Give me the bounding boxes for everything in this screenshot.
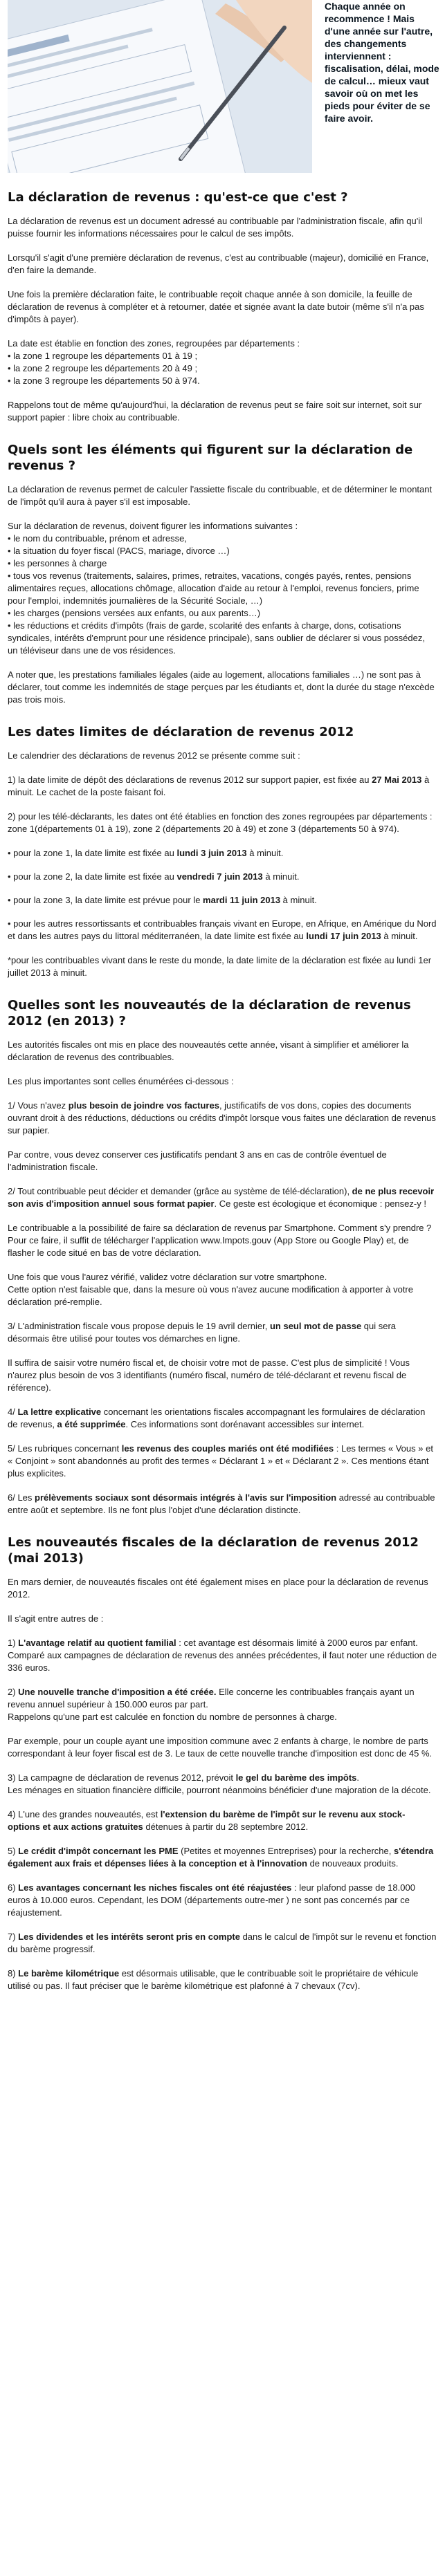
paragraph: Cette option n'est faisable que, dans la mesure où vous n'avez aucune modification à apporter à votre déclaration pré-remplie. xyxy=(8,1284,413,1307)
section-title: Quelles sont les nouveautés de la déclaration de revenus 2012 (en 2013) ? xyxy=(8,998,411,1028)
paragraph: Sur la déclaration de revenus, doivent figurer les informations suivantes : xyxy=(8,521,298,531)
section-deadlines xyxy=(8,724,437,979)
list-item: • les personnes à charge xyxy=(8,558,107,568)
section-novelties-2013 xyxy=(8,997,437,1517)
paragraph: La déclaration de revenus est un document adressé au contribuable par l'administration fiscale, afin qu'il puisse fournir les informations nécessaires pour le calcul de ses impôts. xyxy=(8,216,422,239)
paragraph: 3/ L'administration fiscale vous propose depuis le 19 avril dernier, un seul mot de passe qui sera désormais être utilisé pour toutes vos démarches en ligne. xyxy=(8,1321,397,1344)
list-item: • la situation du foyer fiscal (PACS, mariage, divorce …) xyxy=(8,546,230,556)
paragraph: Par exemple, pour un couple ayant une imposition commune avec 2 enfants à charge, le nombre de parts correspondant à leur foyer fiscal est de 3. Le taux de cette nouvelle tranche d'imposition est donc de 45 %. xyxy=(8,1736,433,1759)
paragraph: Les ménages en situation financière difficile, pourront néanmoins bénéficier d'une majoration de la décote. xyxy=(8,1785,431,1795)
section-title: Les dates limites de déclaration de revenus 2012 xyxy=(8,725,354,739)
intro-text: Chaque année on recommence ! Mais d'une année sur l'autre, des changements interviennent : fiscalisation, délai, mode de calcul… mieux vaut savoir où on met les pieds pour éviter de se faire avoir. xyxy=(325,1,439,124)
list-item: • le nom du contribuable, prénom et adresse, xyxy=(8,533,187,544)
article-header xyxy=(8,0,437,173)
section-title: Quels sont les éléments qui figurent sur la déclaration de revenus ? xyxy=(8,443,413,473)
list-item: • pour la zone 1, la date limite est fixée au lundi 3 juin 2013 à minuit. xyxy=(8,848,284,858)
paragraph: La déclaration de revenus permet de calculer l'assiette fiscale du contribuable, et de déterminer le montant de l'impôt qu'il aura à payer s'il est imposable. xyxy=(8,484,433,507)
paragraph: 4/ La lettre explicative concernant les orientations fiscales accompagnant les formulaires de déclaration de revenus, a été supprimée. Ces informations sont dorénavant accessibles sur internet. xyxy=(8,1407,426,1429)
info-list xyxy=(8,532,437,657)
section-fiscal-novelties xyxy=(8,1535,437,1992)
paragraph: Une fois la première déclaration faite, le contribuable reçoit chaque année à son domicile, la feuille de déclaration de revenus à compléter et à retourner, datée et signée avant la date butoir (même s'il n'a pas d'impôts à payer). xyxy=(8,289,424,324)
paragraph: 3) La campagne de déclaration de revenus 2012, prévoit le gel du barème des impôts. xyxy=(8,1772,360,1783)
paragraph: 2) pour les télé-déclarants, les dates ont été établies en fonction des zones regroupées par départements : zone 1(départements 01 à 19), zone 2 (départements 20 à 49) et zone 3 (départements 50 à 974). xyxy=(8,811,433,834)
paragraph: 5) Le crédit d'impôt concernant les PME (Petites et moyennes Entreprises) pour la recherche, s'étendra également aux frais et dépenses liées à la conception et à l'innovation de nouveaux produits. xyxy=(8,1846,434,1869)
paragraph: 8) Le barème kilométrique est désormais utilisable, que le contribuable soit le propriétaire de véhicule utilisé ou pas. Il faut préciser que le barème kilométrique est plafonné à 7 chevaux (7cv). xyxy=(8,1968,419,1991)
paragraph: Il suffira de saisir votre numéro fiscal et, de choisir votre mot de passe. C'est plus de simplicité ! Vous n'aurez plus besoin de vos 3 identifiants (numéro fiscal, numéro de télé-déclarant et revenu fiscal de référence). xyxy=(8,1358,410,1393)
paragraph: 6/ Les prélèvements sociaux sont désormais intégrés à l'avis sur l'imposition adressé au contribuable entre août et septembre. Ils ne font plus l'objet d'une déclaration distincte. xyxy=(8,1492,435,1515)
list-item: • la zone 1 regroupe les départements 01 à 19 ; xyxy=(8,351,198,361)
paragraph: Une fois que vous l'aurez vérifié, validez votre déclaration sur votre smartphone. xyxy=(8,1272,327,1282)
paragraph: Lorsqu'il s'agit d'une première déclaration de revenus, c'est au contribuable (majeur), domicilié en France, d'en faire la demande. xyxy=(8,252,429,275)
paragraph: Il s'agit entre autres de : xyxy=(8,1613,104,1624)
paragraph: Les plus importantes sont celles énumérées ci-dessous : xyxy=(8,1076,234,1086)
list-item: • les charges (pensions versées aux enfants, ou aux parents…) xyxy=(8,608,261,618)
paragraph: Rappelons tout de même qu'aujourd'hui, la déclaration de revenus peut se faire soit sur internet, soit sur support papier : libre choix au contribuable. xyxy=(8,400,422,423)
paragraph: 4) L'une des grandes nouveautés, est l'extension du barème de l'impôt sur le revenu aux stock-options et aux actions gratuites détenues à partir du 28 septembre 2012. xyxy=(8,1809,406,1832)
paragraph: Le contribuable a la possibilité de faire sa déclaration de revenus par Smartphone. Comment s'y prendre ? Pour ce faire, il suffit de télécharger l'application www.Impots.gouv (App Store ou Google Play) et, de flasher le code situé en bas de votre déclaration. xyxy=(8,1223,432,1258)
list-item: • tous vos revenus (traitements, salaires, primes, retraites, vacations, congés payés, rentes, pensions alimentaires reçues, allocations chômage, allocation d'aide au retour à l'emploi, revenus fonciers, prime pour l'emploi, indemnités journalières de la Sécurité Sociale, …) xyxy=(8,571,419,606)
paragraph: Par contre, vous devez conserver ces justificatifs pendant 3 ans en cas de contrôle éventuel de l'administration fiscale. xyxy=(8,1149,387,1172)
list-item: • pour les autres ressortissants et contribuables français vivant en Europe, en Afrique, en Amérique du Nord et dans les autres pays du littoral méditerranéen, la date limite est fixée au lundi 17 juin 2013 à minuit. xyxy=(8,918,437,941)
paragraph: 6) Les avantages concernant les niches fiscales ont été réajustées : leur plafond passe de 18.000 euros à 10.000 euros. Cependant, les DOM (départements outre-mer ) ne sont pas concernés par ce réajustement. xyxy=(8,1882,415,1918)
paragraph: Rappelons qu'une part est calculée en fonction du nombre de personnes à charge. xyxy=(8,1712,337,1722)
list-item: • pour la zone 2, la date limite est fixée au vendredi 7 juin 2013 à minuit. xyxy=(8,871,300,882)
list-item: • la zone 3 regroupe les départements 50 à 974. xyxy=(8,376,200,386)
zone-list xyxy=(8,350,437,387)
paragraph: Les autorités fiscales ont mis en place des nouveautés cette année, visant à simplifier et améliorer la déclaration de revenus des contribuables. xyxy=(8,1039,409,1062)
paragraph: 2) Une nouvelle tranche d'imposition a été créée. Elle concerne les contribuables français ayant un revenu annuel supérieur à 150.000 euros par part. xyxy=(8,1687,415,1709)
paragraph: 1) la date limite de dépôt des déclarations de revenus 2012 sur support papier, est fixée au 27 Mai 2013 à minuit. Le cachet de la poste faisant foi. xyxy=(8,775,430,797)
paragraph: 7) Les dividendes et les intérêts seront pris en compte dans le calcul de l'impôt sur le revenu et fonction du barème progressif. xyxy=(8,1931,437,1954)
paragraph: 1/ Vous n'avez plus besoin de joindre vos factures, justificatifs de vos dons, copies des documents ouvrant droit à des réductions, déductions ou crédits d'impôt lorsque vous faites une déclaration de revenus sur papier. xyxy=(8,1100,436,1136)
section-title: La déclaration de revenus : qu'est-ce que c'est ? xyxy=(8,190,348,205)
section-what-is xyxy=(8,189,437,424)
paragraph: 2/ Tout contribuable peut décider et demander (grâce au système de télé-déclaration), de ne plus recevoir son avis d'imposition annuel sous format papier. Ce geste est écologique et économique : pensez-y ! xyxy=(8,1186,435,1209)
paragraph: Le calendrier des déclarations de revenus 2012 se présente comme suit : xyxy=(8,750,300,761)
tax-form-photo xyxy=(8,0,312,173)
list-item: • pour la zone 3, la date limite est prévue pour le mardi 11 juin 2013 à minuit. xyxy=(8,895,317,905)
paragraph: En mars dernier, de nouveautés fiscales ont été également mises en place pour la déclaration de revenus 2012. xyxy=(8,1577,428,1600)
paragraph: 1) L'avantage relatif au quotient familial : cet avantage est désormais limité à 2000 euros par enfant. Comparé aux campagnes de déclaration de revenus des années précédentes, il faut noter une réduction de 336 euros. xyxy=(8,1638,437,1673)
list-item: • les réductions et crédits d'impôts (frais de garde, scolarité des enfants à charge, dons, cotisations syndicales, intérêts d'emprunt pour une résidence principale), sans oublier de déclarer si vous possédez, un téléviseur dans une de vos résidences. xyxy=(8,620,425,656)
paragraph: A noter que, les prestations familiales légales (aide au logement, allocations familiales …) ne sont pas à déclarer, tout comme les indemnités de stage perçues par les étudiants et, dont la durée du stage n'excède pas trois mois. xyxy=(8,669,435,705)
section-title: Les nouveautés fiscales de la déclaration de revenus 2012 (mai 2013) xyxy=(8,1535,419,1566)
paragraph: La date est établie en fonction des zones, regroupées par départements : xyxy=(8,338,300,349)
footnote: *pour les contribuables vivant dans le reste du monde, la date limite de la déclaration est fixée au lundi 1er juillet 2013 à minuit. xyxy=(8,955,432,978)
list-item: • la zone 2 regroupe les départements 20 à 49 ; xyxy=(8,363,198,373)
deadline-list xyxy=(8,847,437,943)
paragraph: 5/ Les rubriques concernant les revenus des couples mariés ont été modifiées : Les termes « Vous » et « Conjoint » sont abandonnés au profit des termes « Déclarant 1 » et « Déclarant 2 ». Ces mentions étant plus explicites. xyxy=(8,1443,433,1479)
section-elements xyxy=(8,442,437,706)
